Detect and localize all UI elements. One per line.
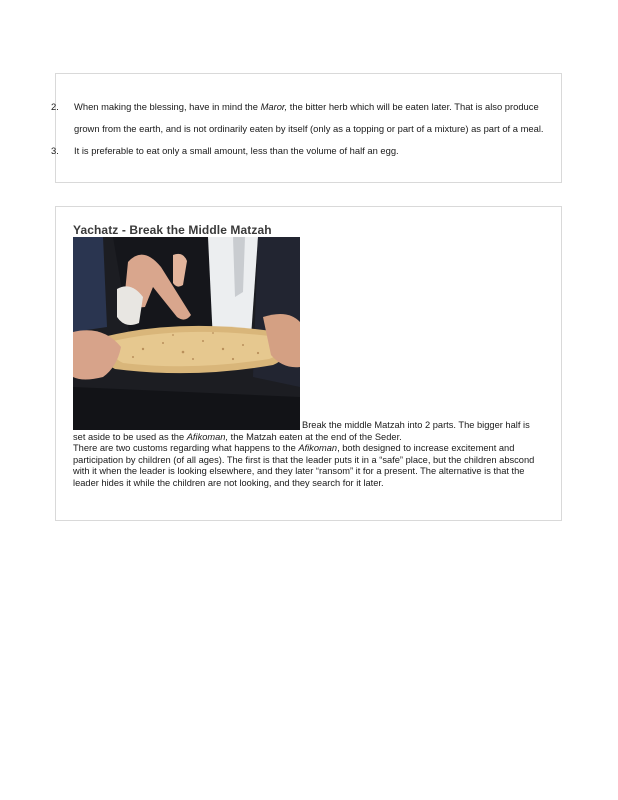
afikoman-term: Afikoman: [298, 443, 338, 454]
afikoman-term: Afikoman,: [186, 431, 229, 442]
section-title: Yachatz - Break the Middle Matzah: [73, 223, 272, 237]
paragraph-customs: [73, 443, 537, 489]
yachatz-card: [55, 206, 562, 521]
list-item: [51, 96, 556, 140]
list-number: 3.: [51, 145, 59, 156]
list-number: 2.: [51, 101, 59, 112]
paragraph-text-continued: the Matzah eaten at the end of the Seder.: [228, 431, 402, 442]
paragraph-text: Break the middle Matzah into 2 parts. The bigger half is set aside to be used as the: [73, 420, 530, 442]
blessing-instructions-list: [51, 96, 556, 162]
maror-blessing-card: [51, 73, 562, 183]
section-body: [73, 420, 537, 490]
paragraph-text-continued: , both designed to increase excitement and participation by children (of all ages). The first is that the leader puts it in a “safe” place, but the children abscond with it when the leader is looking elsewhere, and they later “ransom” it for a present. The alternative is that the leader hides it while the children are not looking, and they search for it later.: [73, 443, 535, 488]
maror-term: Maror,: [260, 101, 288, 112]
image-text-wrap-spacer: [73, 420, 302, 430]
list-text-continued: the bitter herb which will be eaten later. That is also produce grown from the earth, and is not ordinarily eaten by itself (only as a topping or part of a mixture) as part of a meal.: [74, 101, 544, 134]
paragraph-text: There are two customs regarding what happens to the: [73, 443, 299, 454]
list-item: [51, 140, 556, 162]
list-text: When making the blessing, have in mind the: [74, 101, 261, 112]
list-text: It is preferable to eat only a small amount, less than the volume of half an egg.: [74, 145, 399, 156]
matzah-photo: [73, 237, 300, 430]
